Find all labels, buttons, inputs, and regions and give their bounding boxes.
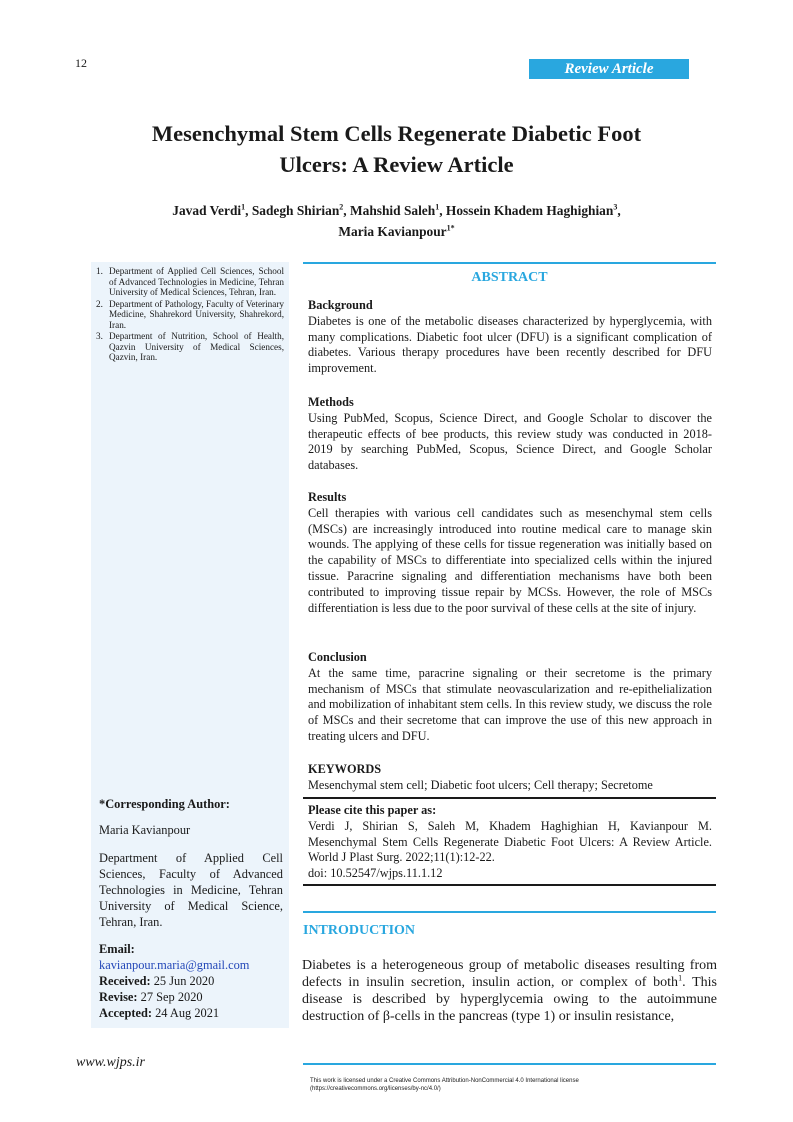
- author-name: Mahshid Saleh: [349, 203, 436, 218]
- title-line-1: Mesenchymal Stem Cells Regenerate Diabetic Foot: [151, 121, 642, 146]
- affiliation-number: 2.: [96, 298, 103, 309]
- journal-website[interactable]: www.wjps.ir: [76, 1055, 145, 1070]
- introduction-text: [302, 957, 717, 1025]
- introduction-top-rule: [303, 911, 716, 913]
- citation-bottom-rule: [303, 884, 716, 886]
- author-separator: ,: [245, 203, 252, 218]
- author-affiliation-mark: 1: [435, 202, 440, 212]
- received-label: Received:: [99, 974, 151, 988]
- accepted-date: [99, 1005, 283, 1021]
- keywords-section: [308, 762, 712, 794]
- affiliation-text: Department of Applied Cell Sciences, School of Advanced Technologies in Medicine, Tehran University of Medical Sciences, Tehran, Iran.: [109, 266, 284, 297]
- author-separator: ,: [439, 203, 446, 218]
- author-affiliation-mark: 1*: [446, 223, 455, 233]
- author-separator: ,: [343, 203, 350, 218]
- email-link[interactable]: kavianpour.maria@gmail.com: [99, 958, 250, 972]
- accepted-value: 24 Aug 2021: [155, 1006, 220, 1020]
- abstract-methods: [308, 395, 712, 474]
- affiliation-text: Department of Nutrition, School of Health, Qazvin University of Medical Sciences, Qazvin, Iran.: [109, 331, 284, 362]
- abstract-top-rule: [303, 262, 716, 264]
- affiliation-item: [96, 331, 284, 363]
- affiliation-item: [96, 266, 284, 298]
- affiliation-number: 3.: [96, 331, 103, 341]
- affiliation-number: 1.: [96, 266, 103, 276]
- citation-doi[interactable]: doi: 10.52547/wjps.11.1.12: [308, 866, 443, 881]
- author-list: [90, 200, 703, 242]
- corresponding-author-name: Maria Kavianpour: [99, 823, 191, 837]
- abstract-background: [308, 298, 712, 377]
- abstract-conclusion: [308, 650, 712, 745]
- corresponding-author-heading: *Corresponding Author:: [99, 797, 230, 811]
- affiliation-text: Department of Pathology, Faculty of Veterinary Medicine, Shahrekord University, Shahrekord, Iran.: [109, 298, 284, 330]
- author-name: Maria Kavianpour: [338, 224, 447, 239]
- publication-dates: [99, 973, 283, 1021]
- received-date: [99, 973, 283, 989]
- citation-box: [308, 803, 712, 882]
- license-note: [310, 1077, 710, 1093]
- title-line-2: Ulcers: A Review Article: [279, 152, 514, 177]
- received-value: 25 Jun 2020: [153, 974, 215, 988]
- background-text: Diabetes is one of the metabolic diseases characterized by hyperglycemia, with many complications. Diabetic foot ulcer (DFU) is a significant complication of diabetes. Various therapy procedures have been recently described for DFU improvement.: [308, 313, 712, 376]
- author-name: Hossein Khadem Haghighian: [445, 203, 614, 218]
- background-heading: Background: [308, 298, 373, 312]
- methods-text: Using PubMed, Scopus, Science Direct, and Google Scholar to discover the therapeutic effects of bee products, this review study was conducted in 2018-2019 by searching PubMed, Scopus, Science Direct, and Google Scholar databases.: [308, 410, 712, 473]
- footer-rule: [303, 1063, 716, 1065]
- methods-heading: Methods: [308, 395, 354, 409]
- results-text: Cell therapies with various cell candidates such as mesenchymal stem cells (MSCs) are increasingly introduced into routine medical care to manage skin wounds. The applying of these cells for tissue regeneration was initially based on the capability of MSCs to differentiate into specialized cells within the injured tissue. Paracrine signaling and differentiation mechanisms have both been contributed to improving tissue repair by MCSs. However, the role of MSCs differentiation is less due to the poor survival of these cells at the site of injury.: [308, 505, 712, 615]
- citation-top-rule: [303, 797, 716, 799]
- author-affiliation-mark: 3: [613, 202, 618, 212]
- reference-mark: 1: [678, 973, 683, 983]
- author-separator: ,: [617, 203, 621, 218]
- author-affiliation-mark: 2: [339, 202, 344, 212]
- license-line-1: This work is licensed under a Creative Commons Attribution-NonCommercial 4.0 International license: [310, 1078, 579, 1084]
- keywords-heading: KEYWORDS: [308, 762, 382, 776]
- revise-value: 27 Sep 2020: [140, 990, 203, 1004]
- introduction-text-part-1: Diabetes is a heterogeneous group of metabolic diseases resulting from defects in insulin secretion, insulin action, or complex of both: [302, 958, 717, 990]
- revise-label: Revise:: [99, 990, 138, 1004]
- author-name: Javad Verdi: [172, 203, 242, 218]
- author-affiliation-mark: 1: [241, 202, 246, 212]
- author-name: Sadegh Shirian: [251, 203, 340, 218]
- affiliation-item: [96, 299, 284, 331]
- revise-date: [99, 989, 283, 1005]
- license-line-2[interactable]: (https://creativecommons.org/licenses/by-nc/4.0/): [310, 1086, 441, 1092]
- email-label: Email:: [99, 942, 135, 956]
- article-type-badge: Review Article: [529, 59, 689, 79]
- paper-title: [100, 118, 693, 180]
- conclusion-text: At the same time, paracrine signaling or their secretome is the primary mechanism of MSCs that stimulate neovascularization and re-epithelialization and mobilization of inhabitant stem cells. In this review study, we discuss the role of MSCs and their secretome that can improve the use of this new approach in treating ulcers and DFU.: [308, 665, 712, 743]
- introduction-text-part-2: . This disease is described by hyperglycemia owing to the autoimmune destruction of β-cells in the pancreas (type 1) or insulin resistance,: [302, 975, 717, 1024]
- results-heading: Results: [308, 490, 347, 504]
- email-line: [99, 941, 283, 973]
- abstract-results: [308, 490, 712, 616]
- accepted-label: Accepted:: [99, 1006, 152, 1020]
- citation-text: Verdi J, Shirian S, Saleh M, Khadem Haghighian H, Kavianpour M. Mesenchymal Stem Cells Regenerate Diabetic Foot Ulcers: A Review Article. World J Plast Surg. 2022;11(1):12-22.: [308, 818, 712, 865]
- introduction-heading: INTRODUCTION: [303, 923, 416, 938]
- keywords-text: Mesenchymal stem cell; Diabetic foot ulcers; Cell therapy; Secretome: [308, 777, 653, 792]
- page-number: 12: [75, 56, 87, 70]
- citation-heading: Please cite this paper as:: [308, 803, 437, 817]
- corresponding-author-department: Department of Applied Cell Sciences, Faculty of Advanced Technologies in Medicine, Tehran University of Medical Science, Tehran, Iran.: [99, 851, 283, 929]
- affiliation-list: [96, 266, 284, 364]
- conclusion-heading: Conclusion: [308, 650, 367, 664]
- abstract-heading: ABSTRACT: [471, 270, 548, 285]
